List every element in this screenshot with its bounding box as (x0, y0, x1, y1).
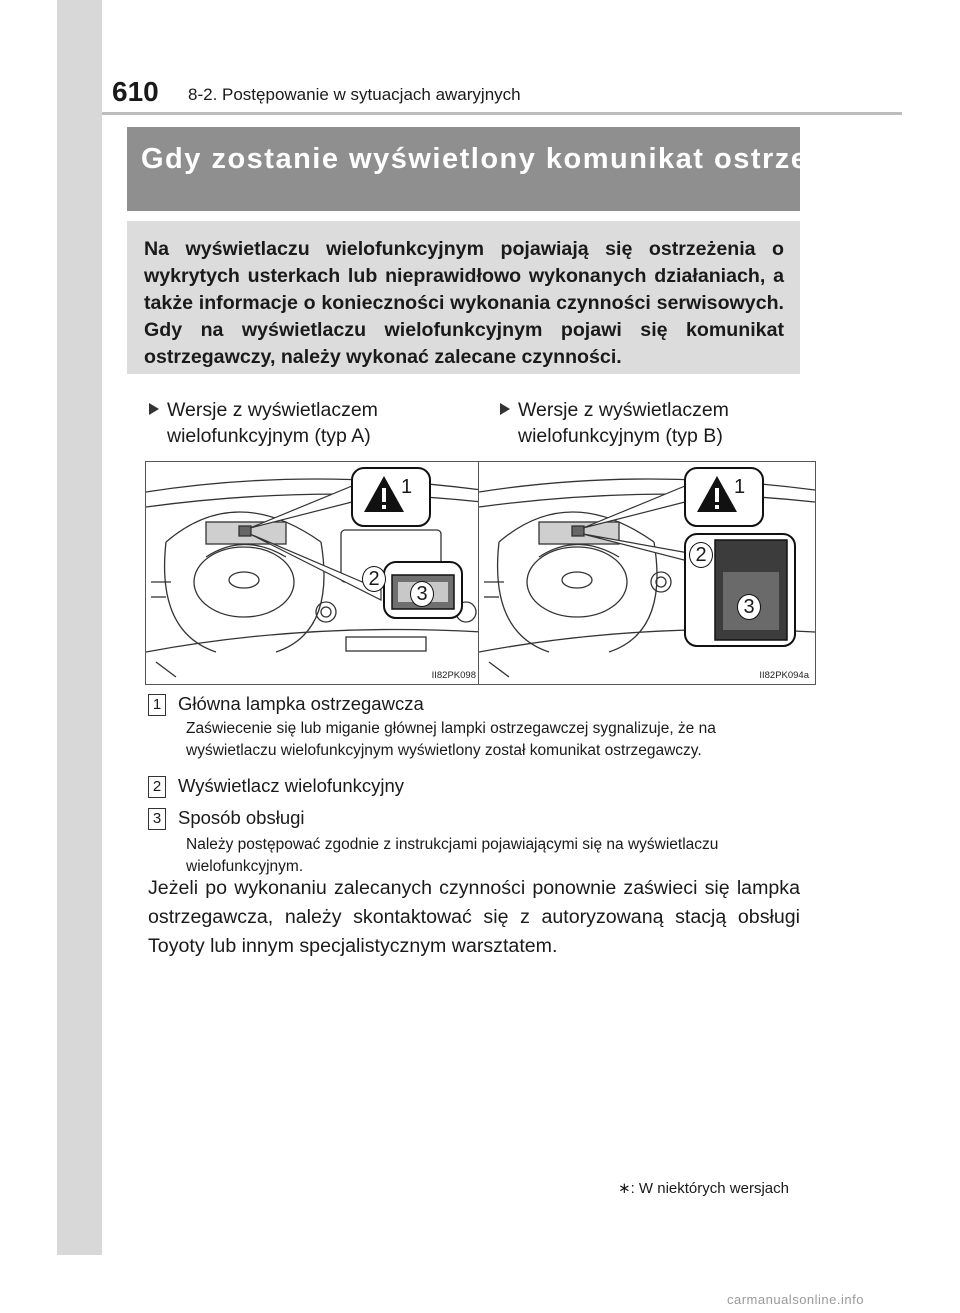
callout-2: 2 (689, 542, 713, 568)
intro-text: Na wyświetlaczu wielofunkcyjnym pojawiają się ostrzeżenia o wykrytych usterkach lub nieprawidłowo wykonanych działaniach, a także informacje o konieczności wykonania czynności serwisowych. Gdy na wyświetlaczu wielofunkcyjnym pojawi się komunikat ostrzegawczy, należy wykonać zalecane czynności. (144, 238, 784, 368)
legend-title-1: Główna lampka ostrzegawcza (178, 693, 424, 714)
legend-title-2: Wyświetlacz wielofunkcyjny (178, 775, 405, 796)
legend-number-1: 1 (148, 694, 166, 716)
title-text: Gdy zostanie wyświetlony komunikat ostrzegawczy (141, 143, 921, 175)
legend-item-1 (148, 693, 424, 716)
version-a-heading (149, 397, 378, 449)
footnote-text: : W niektórych wersjach (630, 1180, 789, 1197)
figure-dashboard-type-b (478, 461, 816, 685)
callout-1: 1 (734, 476, 746, 498)
version-b-line1: Wersje z wyświetlaczem (518, 399, 729, 421)
title-banner (127, 127, 938, 211)
version-a-line2: wielofunkcyjnym (typ A) (167, 425, 371, 447)
title-footnote-marker: ∗ (922, 145, 938, 162)
figure-code-a: II82PK098 (431, 670, 476, 681)
legend-item-2 (148, 775, 404, 798)
version-b-line2: wielofunkcyjnym (typ B) (518, 425, 723, 447)
intro-panel (127, 221, 800, 374)
header-divider (102, 112, 902, 115)
legend-desc-3: Należy postępować zgodnie z instrukcjami pojawiającymi się na wyświetlaczu wielofunkcyjnym. (186, 836, 719, 875)
footnote (618, 1179, 789, 1197)
dashboard-illustration-a (146, 462, 482, 684)
legend-desc-1: Zaświecenie się lub miganie głównej lampki ostrzegawczej sygnalizuje, że na wyświetlaczu wielofunkcyjnym wyświetlony został komunikat ostrzegawczy. (186, 720, 716, 759)
legend-item-3 (148, 807, 305, 830)
triangle-bullet-icon (149, 403, 159, 415)
section-title (141, 137, 938, 176)
section-header: 8-2. Postępowanie w sytuacjach awaryjnych (188, 85, 521, 104)
final-paragraph: Jeżeli po wykonaniu zalecanych czynności ponownie zaświeci się lampka ostrzegawcza, należy skontaktować się z autoryzowaną stacją obsługi Toyoty lub innym specjalistycznym warsztatem. (148, 877, 800, 957)
footnote-marker: ∗ (618, 1180, 631, 1197)
dashboard-illustration-b (479, 462, 815, 684)
triangle-bullet-icon (500, 403, 510, 415)
callout-1: 1 (401, 476, 413, 498)
callout-3: 3 (737, 594, 761, 620)
figure-code-b: II82PK094a (759, 670, 809, 681)
version-b-heading (500, 397, 729, 449)
legend-number-2: 2 (148, 776, 166, 798)
watermark: carmanualsonline.info (727, 1292, 864, 1307)
legend-title-3: Sposób obsługi (178, 807, 305, 828)
version-a-line1: Wersje z wyświetlaczem (167, 399, 378, 421)
callout-3: 3 (410, 581, 434, 607)
legend-number-3: 3 (148, 808, 166, 830)
callout-2: 2 (362, 566, 386, 592)
page-side-strip (57, 0, 102, 1255)
figure-dashboard-type-a (145, 461, 483, 685)
page-number: 610 (112, 76, 159, 107)
